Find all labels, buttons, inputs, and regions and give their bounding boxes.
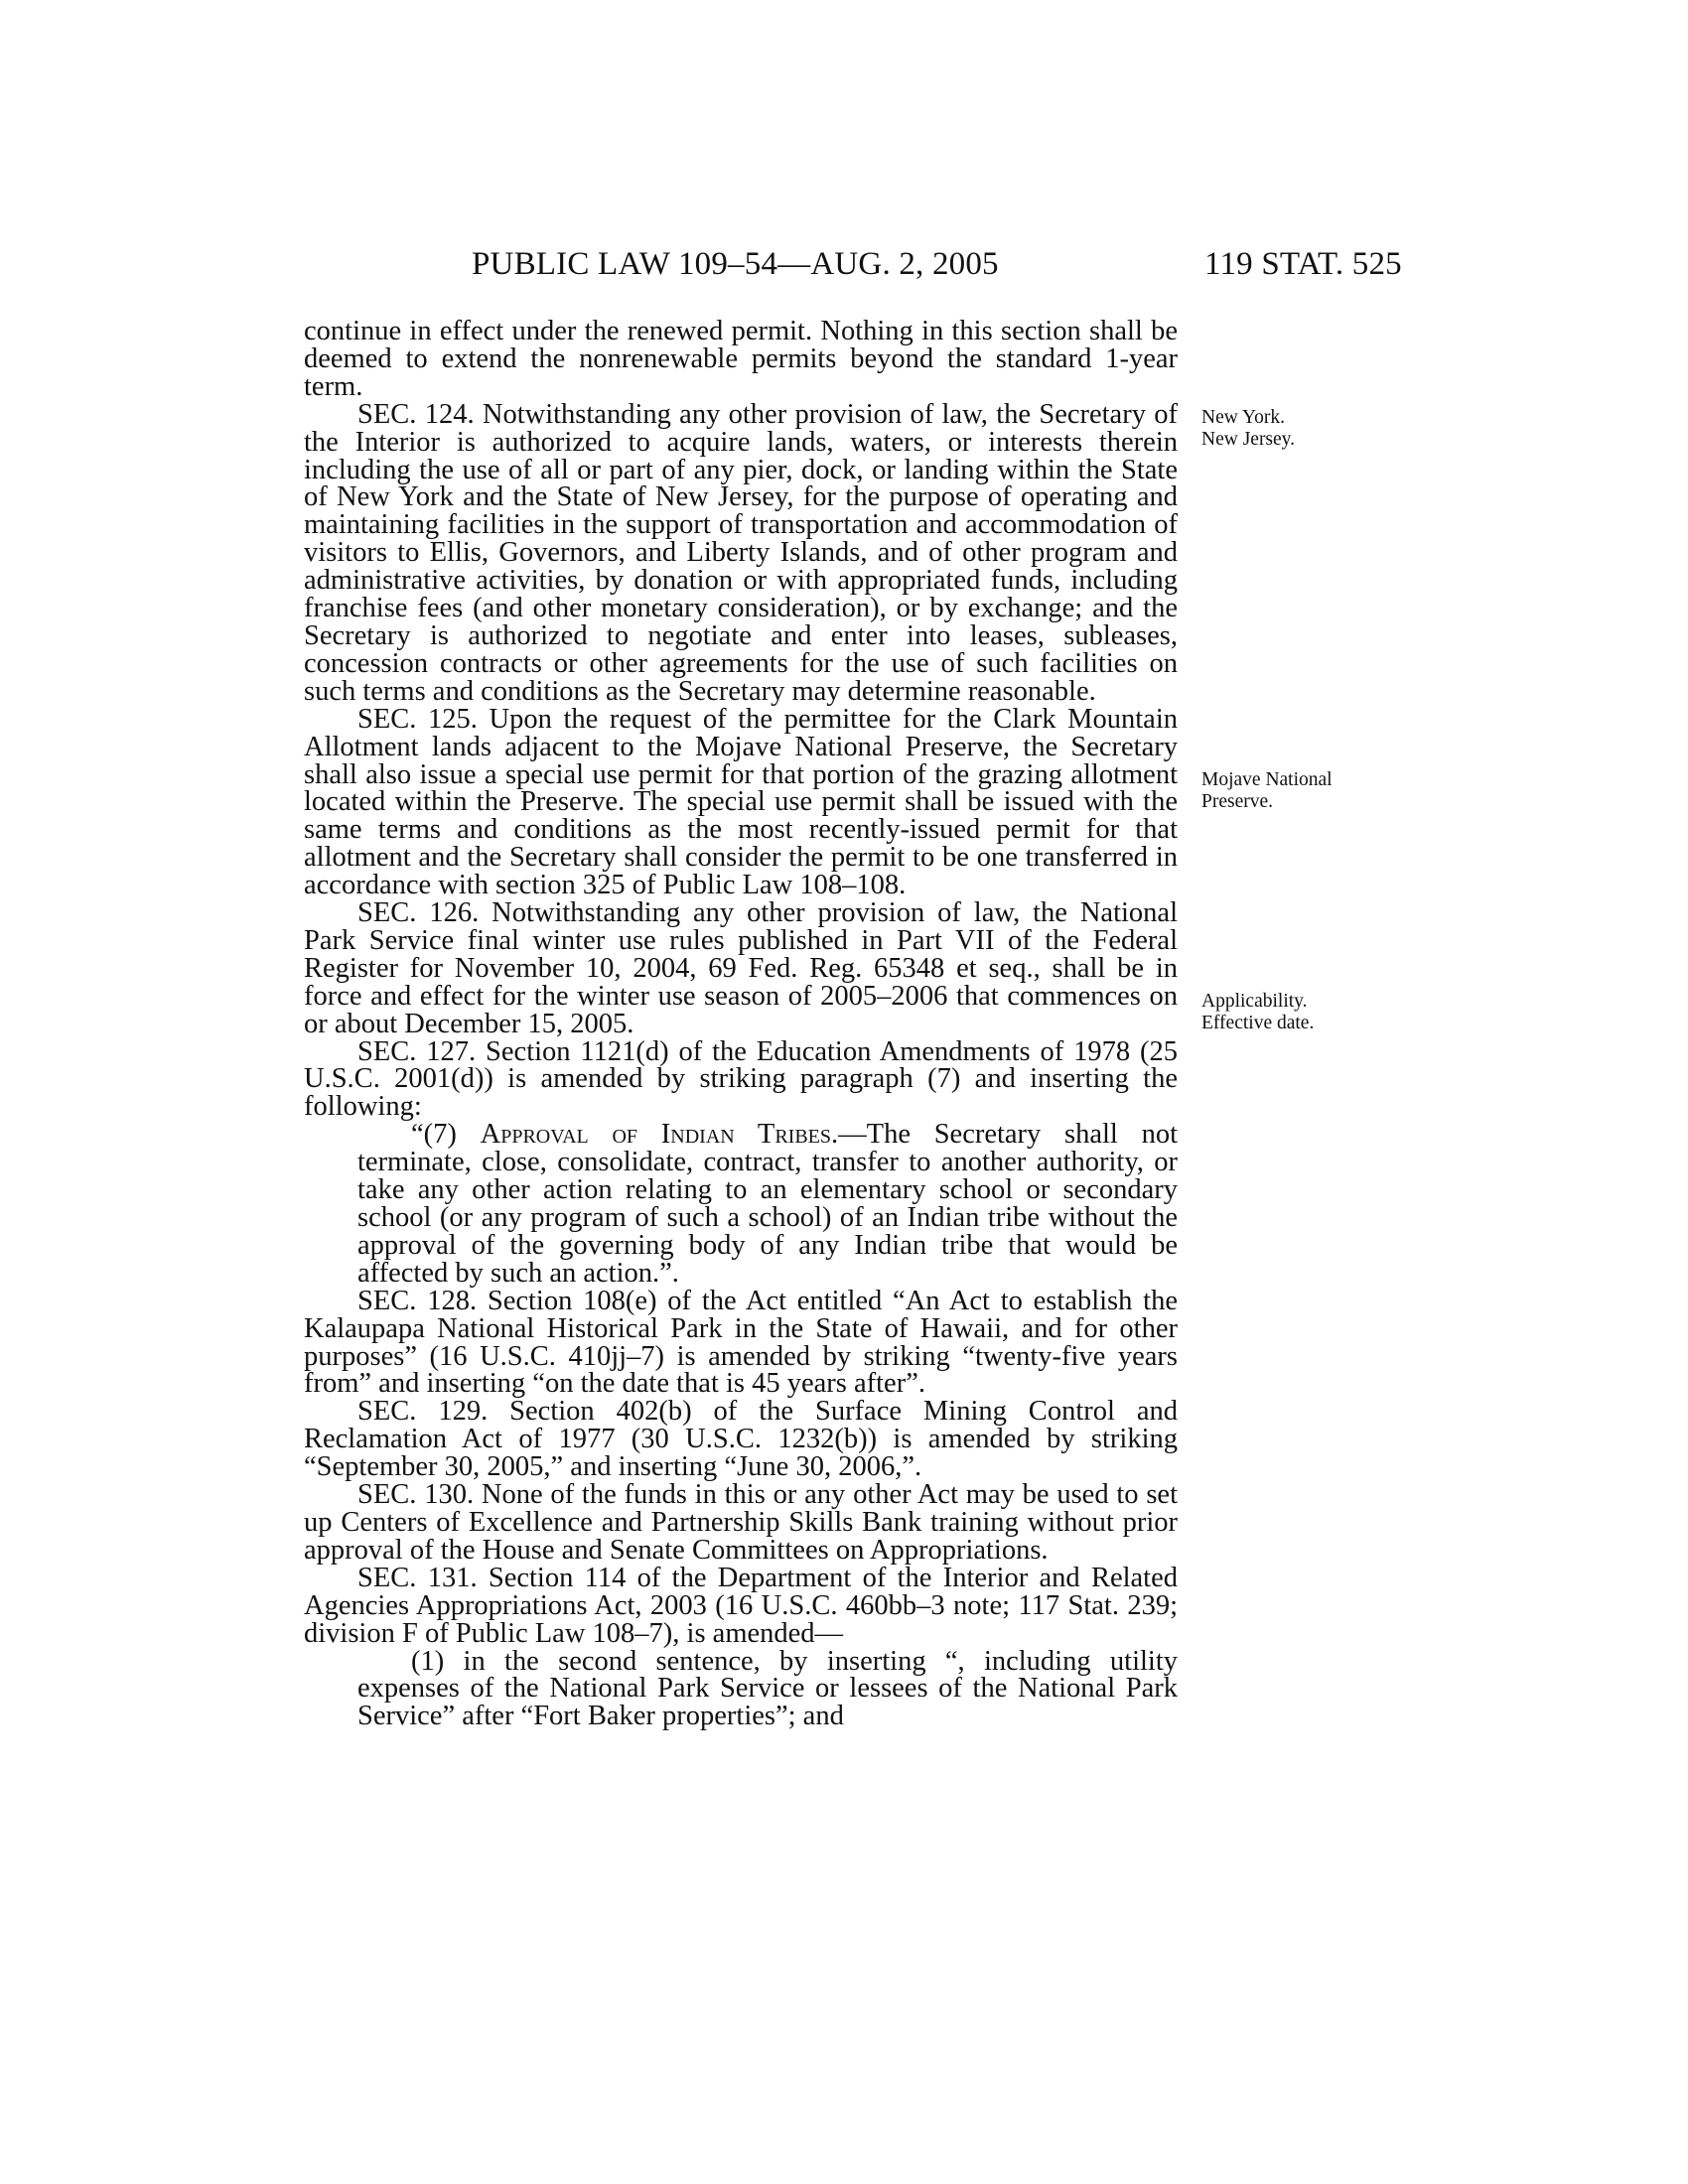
section-label: SEC. (357, 398, 417, 430)
running-header-title: PUBLIC LAW 109–54—AUG. 2, 2005 (472, 246, 999, 282)
section-label: SEC. (357, 1035, 417, 1067)
amendment-item-1: (1) in the second sentence, by inserting “, including utility expenses of the National Park Service or lessees of the National Park Service” after “Fort Baker properties”; and (357, 1645, 1178, 1732)
quote-open: “(7) (411, 1119, 481, 1151)
margin-note-line: New Jersey. (1201, 429, 1296, 450)
section-131 (304, 1562, 1178, 1649)
quoted-paragraph-7 (357, 1121, 1178, 1287)
section-text: 129. Section 402(b) of the Surface Mining Control and Reclamation Act of 1977 (30 U.S.C. 1232(b)) is amended by striking “September 30, 2005,” and inserting “June 30, 2006,”. (304, 1396, 1178, 1483)
margin-note-applicability (1201, 991, 1314, 1034)
section-126 (304, 899, 1178, 1038)
section-text: 126. Notwithstanding any other provision of law, the National Park Service final winter use rules published in Part VII of the Federal Register for November 10, 2004, 69 Fed. Reg. 65348 et seq., shall be in force and effect for the winter use season of 2005–2006 that commences on or about December 15, 2005. (304, 897, 1178, 1039)
section-label: SEC. (357, 1479, 417, 1511)
margin-note-line: Applicability. (1201, 991, 1308, 1012)
section-label: SEC. (357, 1562, 417, 1593)
margin-note-mojave (1201, 769, 1333, 813)
section-text: 130. None of the funds in this or any other Act may be used to set up Centers of Excellence and Partnership Skills Bank training without prior approval of the House and Senate Committees on Appropriations. (304, 1479, 1178, 1566)
section-label: SEC. (357, 703, 417, 735)
quote-heading: Approval of Indian Tribes. (480, 1119, 839, 1151)
section-129 (304, 1398, 1178, 1481)
section-130 (304, 1481, 1178, 1565)
quote-body: —The Secretary shall not terminate, close, consolidate, contract, transfer to another authority, or take any other action relating to an elementary school or secondary school (or any program of such a school) of an Indian tribe without the approval of the governing body of any Indian tribe that would be affected by such an action.”. (357, 1119, 1179, 1289)
continuation-paragraph: continue in effect under the renewed permit. Nothing in this section shall be deemed to extend the nonrenewable permits beyond the standard 1-year term. (304, 316, 1178, 402)
section-text: 124. Notwithstanding any other provision of law, the Secretary of the Interior is authorized to acquire lands, waters, or interests therein including the use of all or part of any pier, dock, or landing within the State of New York and the State of New Jersey, for the purpose of operating and maintaining facilities in the support of transportation and accommodation of visitors to Ellis, Governors, and Liberty Islands, and of other program and administrative activities, by donation or with appropriated funds, including franchise fees (and other monetary consideration), or by exchange; and the Secretary is authorized to negotiate and enter into leases, subleases, concession contracts or other agreements for the use of such facilities on such terms and conditions as the Secretary may determine reasonable. (304, 398, 1178, 707)
section-text: 125. Upon the request of the permittee for the Clark Mountain Allotment lands adjacent to the Mojave National Preserve, the Secretary shall also issue a special use permit for that portion of the grazing allotment located within the Preserve. The special use permit shall be issued with the same terms and conditions as the most recently-issued permit for that allotment and the Secretary shall consider the permit to be one transferred in accordance with section 325 of Public Law 108–108. (304, 703, 1178, 901)
margin-note-line: Effective date. (1201, 1013, 1315, 1033)
margin-note-line: Mojave National (1201, 769, 1333, 790)
margin-note-line: New York. (1201, 407, 1285, 428)
margin-note-new-york (1201, 407, 1295, 451)
section-127 (304, 1035, 1178, 1123)
section-label: SEC. (357, 1396, 417, 1428)
section-124 (304, 398, 1178, 707)
page-stat-number: 119 STAT. 525 (1204, 246, 1402, 282)
section-text: 127. Section 1121(d) of the Education Amendments of 1978 (25 U.S.C. 2001(d)) is amended by striking paragraph (7) and inserting the following: (304, 1035, 1178, 1123)
section-text: 128. Section 108(e) of the Act entitled “An Act to establish the Kalaupapa National Historical Park in the State of Hawaii, and for other purposes” (16 U.S.C. 410jj–7) is amended by striking “twenty-five years from” and inserting “on the date that is 45 years after”. (304, 1285, 1178, 1400)
section-128 (304, 1285, 1178, 1400)
margin-note-line: Preserve. (1201, 791, 1274, 812)
statute-body (304, 318, 1178, 1730)
section-125 (304, 703, 1178, 901)
section-label: SEC. (357, 897, 417, 929)
section-label: SEC. (357, 1285, 417, 1316)
section-text: 131. Section 114 of the Department of the Interior and Related Agencies Appropriations Act, 2003 (16 U.S.C. 460bb–3 note; 117 Stat. 239; division F of Public Law 108–7), is amended— (304, 1562, 1178, 1649)
